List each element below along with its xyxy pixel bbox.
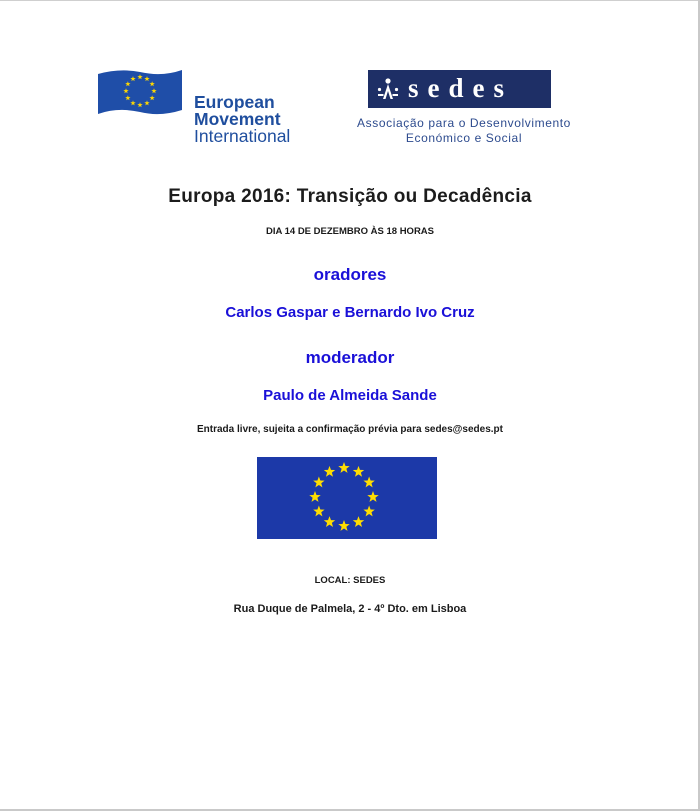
emi-name xyxy=(194,94,290,145)
moderator-name: Paulo de Almeida Sande xyxy=(263,387,437,404)
emi-logo xyxy=(98,68,313,148)
page-border-top xyxy=(0,0,700,1)
speakers-heading: oradores xyxy=(313,265,387,284)
venue-address: Rua Duque de Palmela, 2 - 4º Dto. em Lisboa xyxy=(233,603,467,615)
speakers-names: Carlos Gaspar e Bernardo Ivo Cruz xyxy=(225,304,475,321)
event-date: DIA 14 DE DEZEMBRO ÀS 18 HORAS xyxy=(265,226,435,237)
sedes-name: sedes xyxy=(408,73,513,103)
emi-eu-flag-icon xyxy=(98,68,182,116)
emi-name-line1: European xyxy=(194,92,275,112)
event-title: Europa 2016: Transição ou Decadência xyxy=(168,186,532,207)
venue-label: LOCAL: SEDES xyxy=(314,575,386,586)
moderator-heading: moderador xyxy=(305,348,395,367)
sedes-logo-box xyxy=(368,70,551,108)
sedes-subtitle-line1: Associação para o Desenvolvimento xyxy=(357,116,571,130)
entry-note: Entrada livre, sujeita a confirmação prévia para sedes@sedes.pt xyxy=(197,424,503,435)
sedes-subtitle-line2: Económico e Social xyxy=(405,131,523,145)
sedes-emblem-icon xyxy=(376,77,400,101)
emi-name-line2: Movement xyxy=(194,109,281,129)
eu-flag-icon xyxy=(257,457,437,539)
emi-name-line3: International xyxy=(194,126,291,146)
sedes-logo xyxy=(342,70,602,150)
sedes-subtitle xyxy=(342,116,586,146)
